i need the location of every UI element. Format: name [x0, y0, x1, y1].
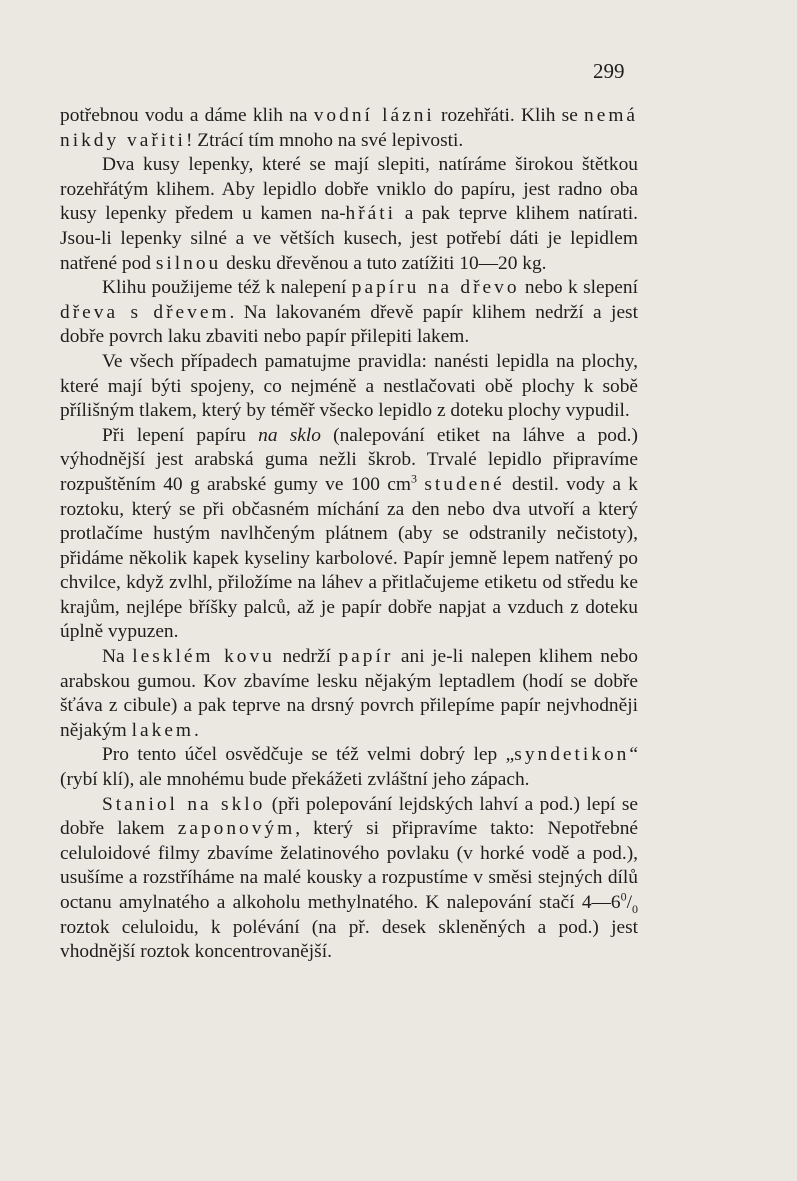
text-run: ani je-li nalepen klihem nebo arabskou gumou. Kov zbavíme lesku nějakým leptadlem (hodí se dobře šťáva z cibule) a pak teprve na drsný povrch přilepíme papír nejvhodněji nějakým	[60, 646, 638, 741]
superscript: 3	[410, 471, 417, 486]
text-run: nebo k slepení	[519, 277, 638, 299]
spaced-emphasis: studené	[424, 473, 505, 495]
text-run: . Na lakovaném dřevě papír klihem nedrží a jest dobře povrch laku zbaviti nebo papír přilepiti lakem.	[60, 301, 638, 348]
spaced-emphasis: papír	[338, 646, 394, 668]
spaced-emphasis: syndetikon	[514, 744, 630, 766]
page-number: 299	[593, 59, 625, 83]
spaced-emphasis: lesklém kovu	[132, 646, 275, 668]
text-run: nedrží	[274, 646, 339, 668]
text-run: ! Ztrácí tím mnoho na své lepivosti.	[185, 129, 464, 151]
superscript: 0	[620, 889, 627, 904]
spaced-emphasis: lakem	[131, 719, 195, 741]
text-run: “ (rybí klí), ale mnohému bude překážeti zvláštní jeho zápach.	[60, 744, 638, 791]
spaced-emphasis: nemá nikdy vařiti	[60, 105, 639, 151]
paragraph	[60, 104, 638, 153]
text-run: Klihu použijeme též k nalepení	[102, 277, 352, 299]
text-run: Na	[102, 646, 133, 668]
spaced-emphasis: vodní lázni	[313, 105, 435, 126]
paragraph	[60, 424, 638, 645]
text-run: Pro tento účel osvědčuje se též velmi dobrý lep „	[102, 744, 515, 766]
text-run: (při polepování lejdských lahví a pod.) lepí se dobře lakem	[60, 793, 638, 840]
text-run: Dva kusy lepenky, které se mají slepiti, natíráme širokou štětkou rozehřátým klihem. Aby lepidlo dobře vniklo do papíru, jest radno oba kusy lepenky předem u kamen na-	[60, 154, 638, 225]
body-text	[60, 104, 638, 965]
text-run: .	[194, 719, 199, 741]
text-run: destil. vody a k roztoku, který se při občasném míchání za den nebo dva utvoří a který protlačíme hustým navlhčeným plátnem (aby se odstranily nečistoty), přidáme několik kapek kyseliny karbolové. Papír jemně lepem natřený po chvilce, když zvlhl, přiložíme na láhev a přitlačujeme etiketu od středu ke krajům, nejlépe bříšky palců, až je papír dobře napjat a vzduch z doteku úplně vypuzen.	[60, 473, 638, 643]
paragraph	[60, 350, 638, 424]
spaced-emphasis: hřáti	[345, 203, 397, 225]
paragraph	[60, 153, 638, 276]
paragraph	[60, 743, 638, 792]
subscript: 0	[632, 901, 638, 916]
text-run: , který si připravíme takto: Nepotřebné celuloidové filmy zbavíme želatinového povlaku (v horké vodě a pod.), usušíme a rozstříháme na malé kousky a rozpustíme v směsi stejných dílů octanu amylnatého a alkoholu methylnatého. K nalepování stačí 4—6	[60, 818, 638, 913]
spaced-emphasis: dřeva s dřevem	[60, 301, 230, 323]
paragraph	[60, 793, 638, 965]
text-run: Ve všech případech pamatujme pravidla: nanésti lepidla na plochy, které mají býti spojeny, co nejméně a nestlačovati obě plochy k sobě přílišným tlakem, který by téměř všecko lepidlo z doteku plochy vypudil.	[60, 350, 638, 422]
text-run: potřebnou vodu a dáme klih na	[60, 105, 314, 126]
italic-emphasis: na sklo	[258, 424, 321, 446]
spaced-emphasis: papíru na dřevo	[351, 277, 520, 299]
spaced-emphasis: Staniol na sklo	[102, 793, 266, 815]
text-run: rozehřáti. Klih se	[434, 105, 585, 126]
paragraph	[60, 645, 638, 743]
text-run: (nalepování etiket na láhve a pod.) výhodnější jest arabská guma nežli škrob. Trvalé lepidlo připravíme rozpuštěním 40 g arabské gumy ve 100 cm	[60, 424, 638, 495]
text-run: /	[626, 892, 632, 913]
paragraph	[60, 276, 638, 350]
text-run: roztok celuloidu, k polévání (na př. desek skleněných a pod.) jest vhodnější roztok koncentrovanější.	[60, 916, 638, 963]
text-run: desku dřevěnou a tuto zatížiti 10—20 kg.	[221, 252, 547, 274]
spaced-emphasis: silnou	[155, 252, 222, 274]
text-run: a pak teprve klihem natírati. Jsou-li lepenky silné a ve větších kusech, jest potřebí dáti je lepidlem natřené pod	[60, 203, 638, 274]
text-run: Při lepení papíru	[102, 424, 259, 446]
spaced-emphasis: zaponovým	[177, 818, 296, 840]
